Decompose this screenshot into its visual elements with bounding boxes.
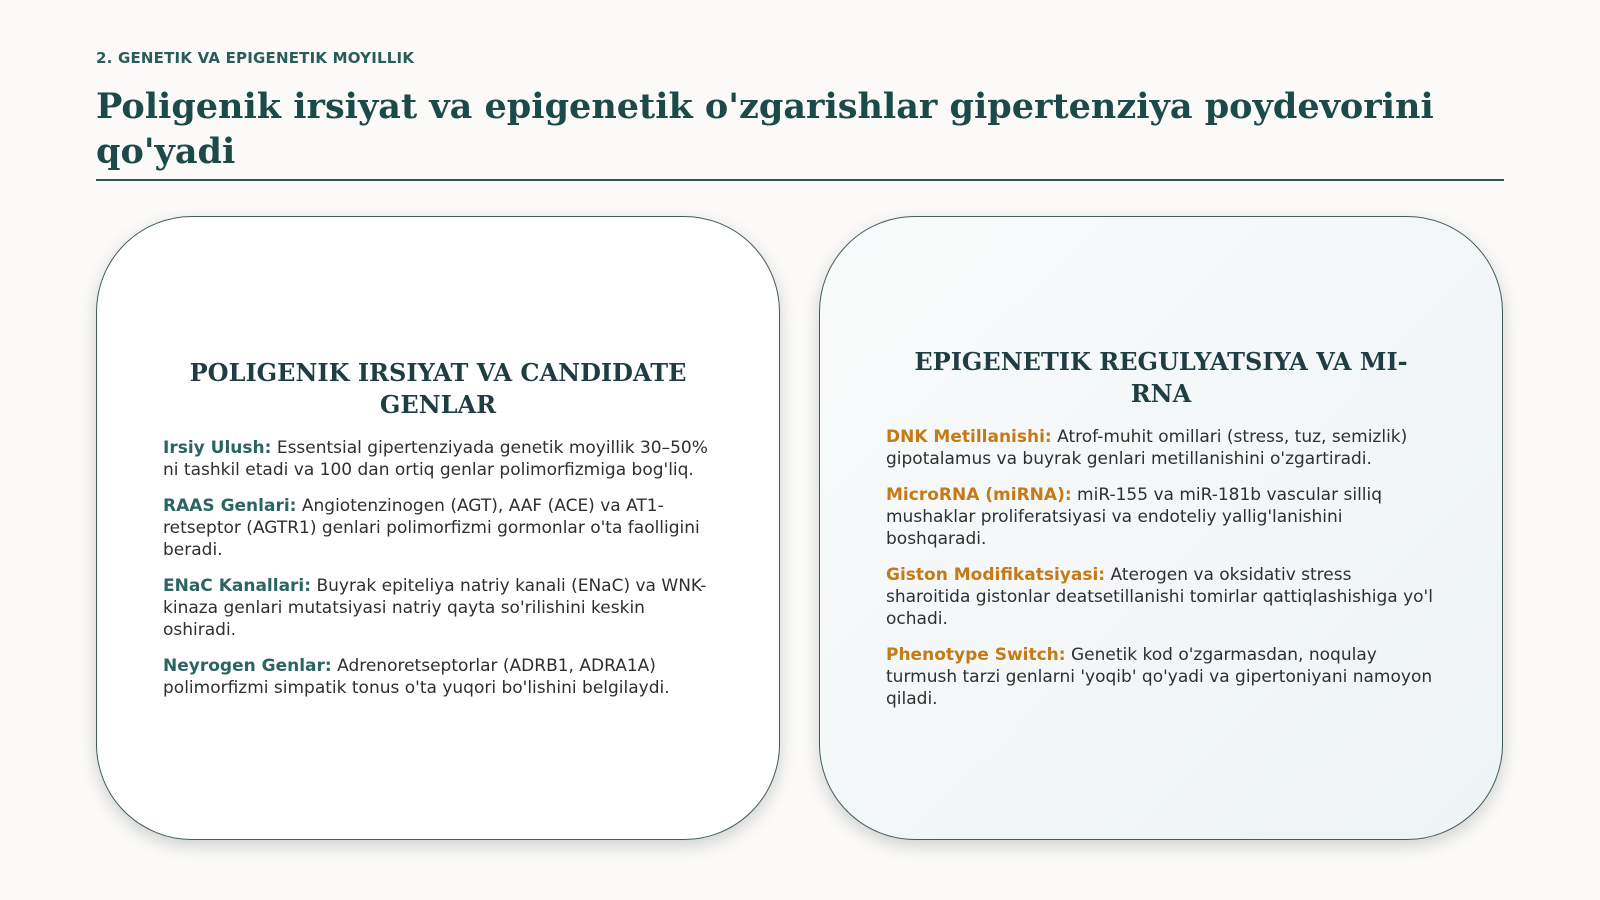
card-title: POLIGENIK IRSIYAT VA CANDIDATE GENLAR <box>189 358 687 419</box>
item-text: Angiotenzinogen (AGT), AAF (ACE) va AT1-retseptor (AGTR1) genlari polimorfizmi gormonlar o'ta faolligini beradi. <box>163 496 700 560</box>
epigenetic-regulation-card <box>819 216 1503 840</box>
item-lead: ENaC Kanallari: <box>163 576 312 596</box>
item-lead: RAAS Genlari: <box>163 496 297 516</box>
item-lead: DNK Metillanishi: <box>886 427 1052 447</box>
item-text: Atrof-muhit omillari (stress, tuz, semizlik) gipotalamus va buyrak genlari metillanishini o'zgartiradi. <box>886 427 1408 469</box>
item-lead: Phenotype Switch: <box>886 645 1066 665</box>
item-text: Essentsial gipertenziyada genetik moyillik 30–50% ni tashkil etadi va 100 dan ortiq genlar polimorfizmiga bog'liq. <box>163 438 708 480</box>
item-text: Buyrak epiteliya natriy kanali (ENaC) va WNK-kinaza genlari mutatsiyasi natriy qayta so'rilishini keskin oshiradi. <box>163 576 707 640</box>
list-item <box>163 655 713 699</box>
list-item <box>886 644 1436 710</box>
section-label: 2. GENETIK VA EPIGENETIK MOYILLIK <box>96 49 415 67</box>
item-text: miR-155 va miR-181b vascular silliq mushaklar proliferatsiyasi va endoteliy yallig'lanishini boshqaradi. <box>886 485 1383 549</box>
list-item <box>163 495 713 561</box>
page-title: Poligenik irsiyat va epigenetik o'zgarishlar gipertenziya poydevorini qo'yadi <box>96 86 1434 172</box>
item-text: Aterogen va oksidativ stress sharoitida gistonlar deatsetillanishi tomirlar qattiqlashishiga yo'l ochadi. <box>886 565 1433 629</box>
item-lead: MicroRNA (miRNA): <box>886 485 1072 505</box>
item-lead: Irsiy Ulush: <box>163 438 272 458</box>
title-divider <box>96 179 1504 181</box>
list-item <box>163 575 713 641</box>
list-item <box>163 437 713 481</box>
item-text: Adrenoretseptorlar (ADRB1, ADRA1A) polimorfizmi simpatik tonus o'ta yuqori bo'lishini belgilaydi. <box>163 656 670 698</box>
polygenic-inheritance-card <box>96 216 780 840</box>
item-text: Genetik kod o'zgarmasdan, noqulay turmush tarzi genlarni 'yoqib' qo'yadi va gipertoniyani namoyon qiladi. <box>886 645 1433 709</box>
item-lead: Neyrogen Genlar: <box>163 656 332 676</box>
card-title: EPIGENETIK REGULYATSIYA VA MI-RNA <box>914 347 1408 408</box>
list-item <box>886 564 1436 630</box>
item-lead: Giston Modifikatsiyasi: <box>886 565 1106 585</box>
list-item <box>886 426 1436 470</box>
list-item <box>886 484 1436 550</box>
